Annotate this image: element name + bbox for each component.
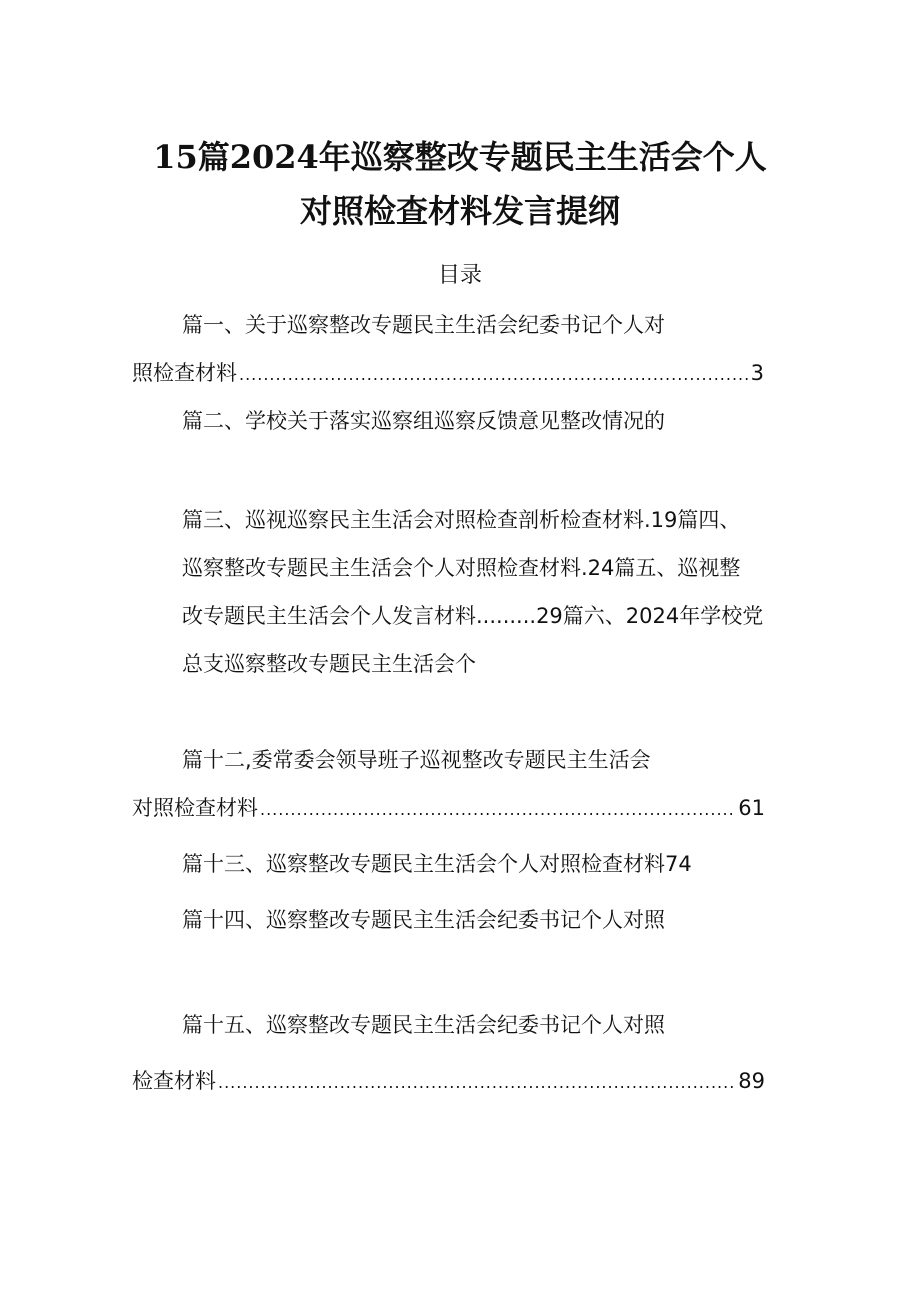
toc-entry-1-line-2 bbox=[132, 358, 764, 388]
toc-entry-15-line-2 bbox=[132, 1066, 765, 1096]
toc-entry-3-line-1: 篇三、巡视巡察民主生活会对照检查剖析检查材料.19篇四、 bbox=[182, 508, 741, 532]
toc-entry-2-line-1: 篇二、学校关于落实巡察组巡察反馈意见整改情况的 bbox=[182, 409, 665, 433]
toc-entry-3-line-4: 总支巡察整改专题民主生活会个 bbox=[182, 652, 476, 676]
toc-entry-3-line-3: 改专题民主生活会个人发言材料.........29篇六、2024年学校党 bbox=[182, 604, 764, 628]
toc-entry-3-line-2: 巡察整改专题民主生活会个人对照检查材料.24篇五、巡视整 bbox=[182, 556, 741, 580]
toc-entry-13-line-1: 篇十三、巡察整改专题民主生活会个人对照检查材料74 bbox=[182, 852, 692, 876]
toc-entry-1-page-number: 3 bbox=[750, 361, 764, 385]
document-title-line-2: 对照检查材料发言提纲 bbox=[299, 192, 620, 230]
toc-entry-12-line-2 bbox=[132, 793, 765, 823]
toc-leader-dots bbox=[239, 360, 749, 390]
toc-leader-dots bbox=[218, 1068, 736, 1098]
toc-entry-12-line-1: 篇十二,委常委会领导班子巡视整改专题民主生活会 bbox=[182, 748, 651, 772]
toc-entry-14-line-1: 篇十四、巡察整改专题民主生活会纪委书记个人对照 bbox=[182, 908, 665, 932]
toc-entry-15-page-number: 89 bbox=[738, 1069, 765, 1093]
toc-entry-12-label: 对照检查材料 bbox=[132, 796, 258, 820]
toc-entry-12-page-number: 61 bbox=[738, 796, 765, 820]
toc-entry-15-label: 检查材料 bbox=[132, 1069, 216, 1093]
toc-entry-15-line-1: 篇十五、巡察整改专题民主生活会纪委书记个人对照 bbox=[182, 1013, 665, 1037]
toc-heading: 目录 bbox=[437, 263, 482, 288]
document-title-line-1: 15篇2024年巡察整改专题民主生活会个人 bbox=[153, 138, 767, 176]
toc-entry-1-line-1: 篇一、关于巡察整改专题民主生活会纪委书记个人对 bbox=[182, 313, 665, 337]
toc-leader-dots bbox=[260, 795, 736, 825]
toc-entry-1-label: 照检查材料 bbox=[132, 361, 237, 385]
